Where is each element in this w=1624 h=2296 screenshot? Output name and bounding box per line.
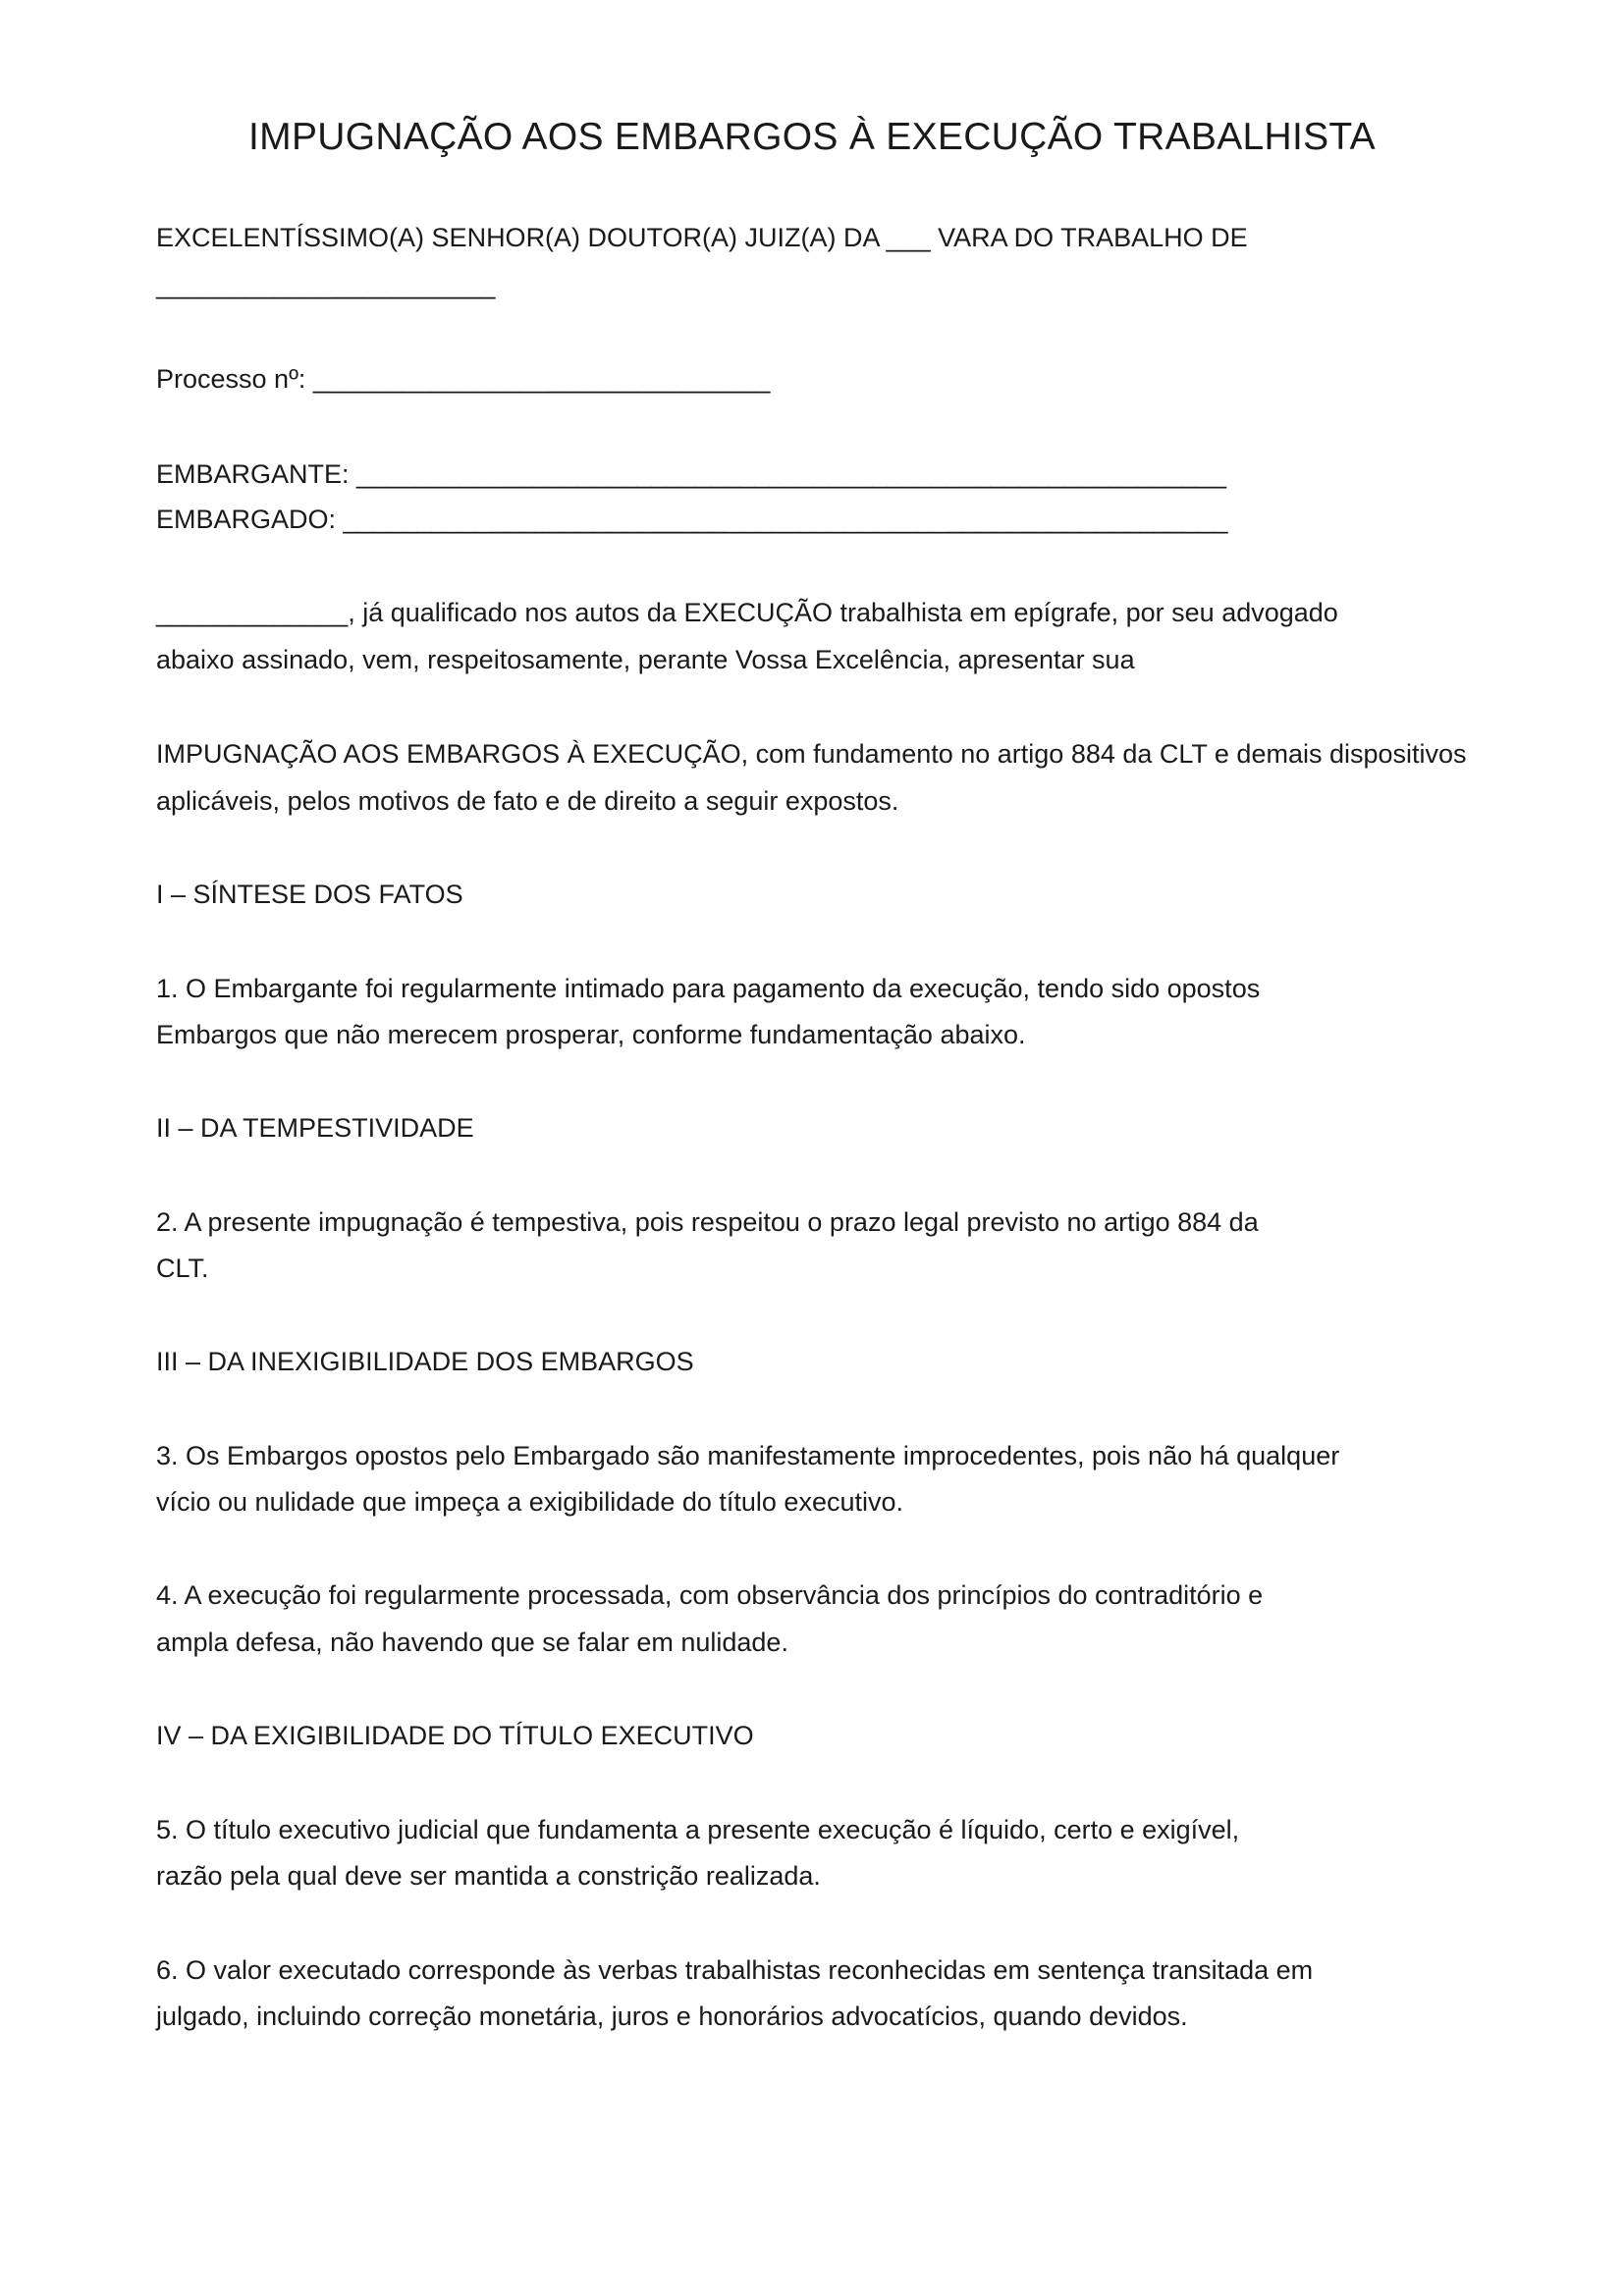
document-title: IMPUGNAÇÃO AOS EMBARGOS À EXECUÇÃO TRABALHISTA [248, 116, 1376, 158]
intro-line-2: abaixo assinado, vem, respeitosamente, perante Vossa Excelência, apresentar sua [156, 645, 1135, 674]
statement-line-1: IMPUGNAÇÃO AOS EMBARGOS À EXECUÇÃO, com fundamento no artigo 884 da CLT e demais dispositivos [156, 739, 1467, 769]
paragraph-2-line-1: 2. A presente impugnação é tempestiva, pois respeitou o prazo legal previsto no artigo 884 da [156, 1207, 1259, 1237]
section-heading-3: III – DA INEXIGIBILIDADE DOS EMBARGOS [156, 1347, 694, 1376]
embargado-line: EMBARGADO: ____________________________________________________________ [156, 505, 1228, 534]
statement-line-2: aplicáveis, pelos motivos de fato e de direito a seguir expostos. [156, 786, 899, 816]
section-heading-1: I – SÍNTESE DOS FATOS [156, 880, 463, 909]
paragraph-1-line-1: 1. O Embargante foi regularmente intimado para pagamento da execução, tendo sido opostos [156, 974, 1261, 1003]
paragraph-5-line-2: razão pela qual deve ser mantida a constrição realizada. [156, 1861, 821, 1891]
paragraph-3-line-2: vício ou nulidade que impeça a exigibilidade do título executivo. [156, 1487, 903, 1517]
address-line-1: EXCELENTÍSSIMO(A) SENHOR(A) DOUTOR(A) JUIZ(A) DA ___ VARA DO TRABALHO DE [156, 223, 1248, 252]
paragraph-6-line-1: 6. O valor executado corresponde às verbas trabalhistas reconhecidas em sentença transitada em [156, 1955, 1314, 1985]
address-line-2: _______________________ [156, 270, 496, 299]
processo-line: Processo nº: _______________________________ [156, 364, 771, 394]
paragraph-3-line-1: 3. Os Embargos opostos pelo Embargado são manifestamente improcedentes, pois não há qualquer [156, 1441, 1340, 1470]
paragraph-6-line-2: julgado, incluindo correção monetária, juros e honorários advocatícios, quando devidos. [156, 2002, 1188, 2031]
paragraph-1-line-2: Embargos que não merecem prosperar, conforme fundamentação abaixo. [156, 1020, 1026, 1049]
paragraph-2-line-2: CLT. [156, 1254, 209, 1283]
embargante-line: EMBARGANTE: ___________________________________________________________ [156, 459, 1226, 489]
paragraph-5-line-1: 5. O título executivo judicial que fundamenta a presente execução é líquido, certo e exigível, [156, 1815, 1240, 1844]
section-heading-4: IV – DA EXIGIBILIDADE DO TÍTULO EXECUTIVO [156, 1721, 754, 1750]
section-heading-2: II – DA TEMPESTIVIDADE [156, 1113, 474, 1143]
paragraph-4-line-1: 4. A execução foi regularmente processada, com observância dos princípios do contraditório e [156, 1580, 1264, 1610]
paragraph-4-line-2: ampla defesa, não havendo que se falar em nulidade. [156, 1628, 788, 1657]
intro-line-1: _____________, já qualificado nos autos da EXECUÇÃO trabalhista em epígrafe, por seu advogado [156, 598, 1338, 627]
